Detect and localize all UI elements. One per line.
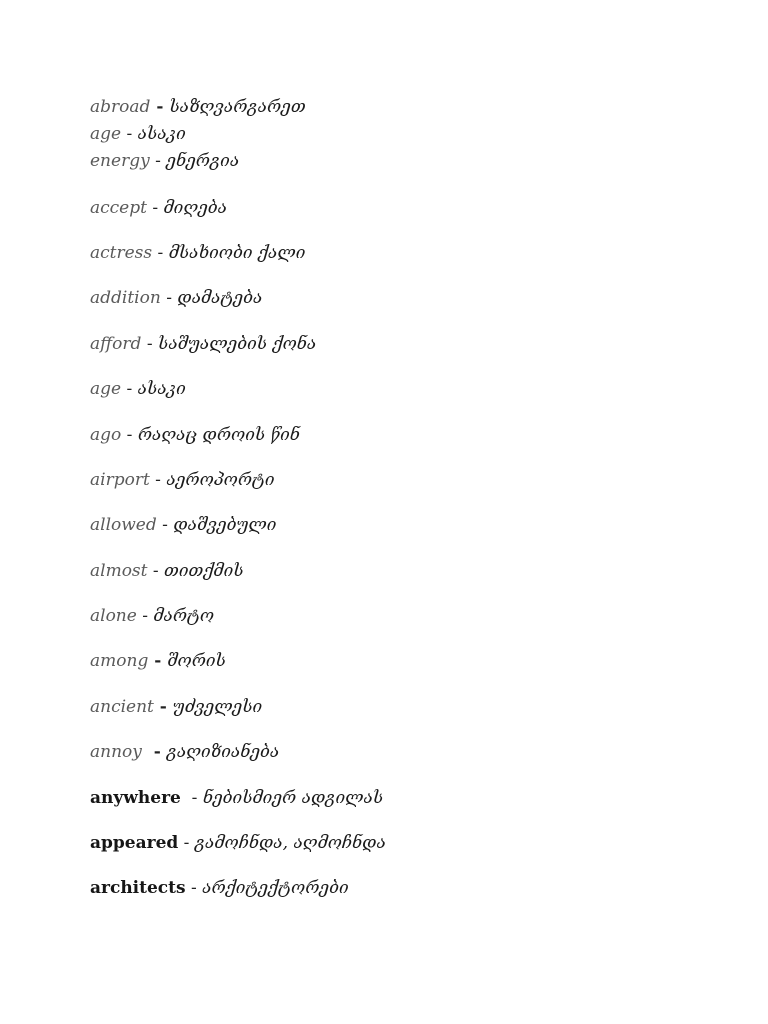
vocab-entry [90,832,386,854]
georgian-translation: უძველესი [172,697,263,717]
separator-dash: - [150,97,170,117]
separator-dash: - [121,425,138,445]
english-word: age [90,124,122,144]
english-word: accept [90,198,147,218]
georgian-translation: ასაკი [137,379,186,399]
georgian-translation: რაღაც დროის წინ [137,425,300,445]
georgian-translation: ენერგია [166,151,240,171]
vocab-entry [90,877,349,899]
separator-dash: - [121,124,138,144]
english-word: alone [90,606,137,626]
english-word: ancient [90,697,154,717]
georgian-translation: საზღვარგარეთ [169,97,306,117]
english-word: anywhere [90,788,181,808]
separator-dash: - [121,379,138,399]
georgian-translation: მიღება [163,198,228,218]
english-word: airport [90,470,150,490]
separator-dash: - [149,151,167,171]
vocab-entry [90,605,214,627]
separator-dash: - [156,515,174,535]
english-word: allowed [90,515,157,535]
vocab-entry [90,424,300,446]
english-word: appeared [90,833,179,853]
georgian-translation: დაშვებული [173,515,277,535]
separator-dash: - [152,243,169,263]
english-word: energy [90,151,150,171]
vocab-entry [90,96,306,118]
vocab-entry [90,696,262,718]
separator-dash: - [149,470,167,490]
georgian-translation: გამოჩნდა, აღმოჩნდა [194,833,386,853]
georgian-translation: არქიტექტორები [202,878,349,898]
english-word: afford [90,334,142,354]
english-word: architects [90,878,186,898]
separator-dash: - [141,334,158,354]
vocab-entry [90,333,316,355]
vocab-entry [90,150,239,172]
separator-dash: - [185,878,203,898]
separator-dash: - [178,833,195,853]
georgian-translation: ნებისმიერ ადგილას [202,788,384,808]
vocab-entry [90,560,244,582]
vocab-entry [90,197,227,219]
georgian-translation: დამატება [177,288,263,308]
vocab-entry [90,123,186,145]
english-word: among [90,651,149,671]
english-word: actress [90,243,153,263]
separator-dash: - [146,198,164,218]
vocab-entry [90,287,262,309]
georgian-translation: საშუალების ქონა [158,334,317,354]
separator-dash: - [180,788,203,808]
georgian-translation: შორის [167,651,226,671]
separator-dash: - [147,561,165,581]
english-word: almost [90,561,148,581]
georgian-translation: ასაკი [137,124,186,144]
georgian-translation: თითქმის [164,561,244,581]
english-word: abroad [90,97,151,117]
vocab-entry [90,469,275,491]
separator-dash: - [148,651,168,671]
georgian-translation: მსახიობი ქალი [168,243,306,263]
georgian-translation: აეროპორტი [166,470,275,490]
vocab-entry [90,242,305,264]
english-word: annoy [90,742,142,762]
vocab-entry [90,741,279,763]
vocab-entry [90,378,186,400]
english-word: age [90,379,122,399]
separator-dash: - [141,742,167,762]
georgian-translation: გაღიზიანება [166,742,280,762]
separator-dash: - [160,288,178,308]
separator-dash: - [136,606,154,626]
vocab-entry [90,514,276,536]
vocab-entry [90,650,226,672]
english-word: addition [90,288,161,308]
separator-dash: - [153,697,173,717]
vocab-entry [90,787,383,809]
georgian-translation: მარტო [153,606,215,626]
english-word: ago [90,425,122,445]
